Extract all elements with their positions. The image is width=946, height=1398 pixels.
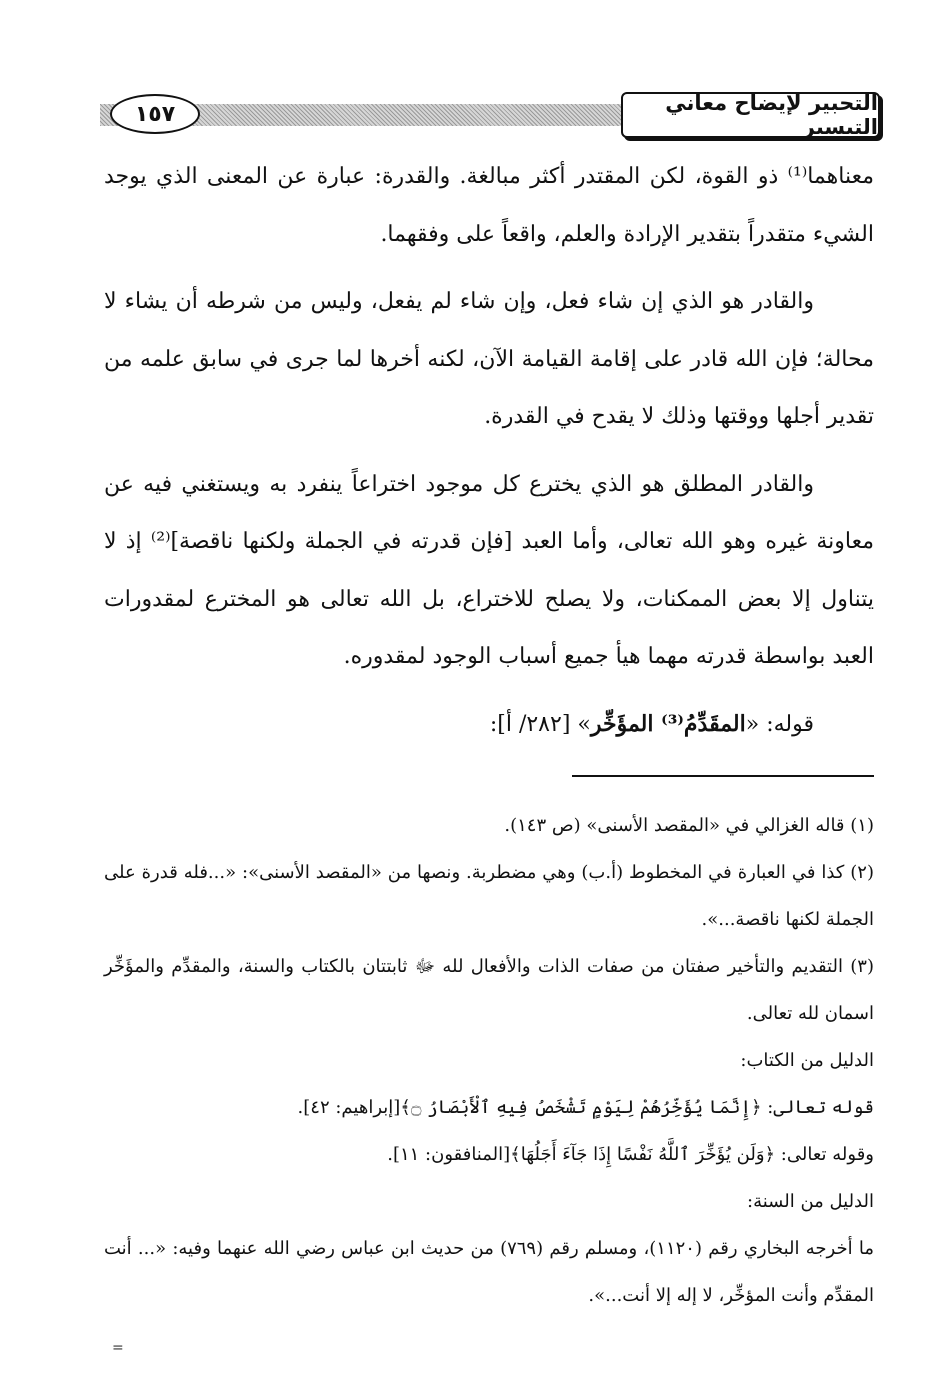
footnote-1: (١) قاله الغزالي في «المقصد الأسنى» (ص ١٤٣). <box>504 815 874 836</box>
footnote-3: (٣) التقديم والتأخير صفتان من صفات الذات والأفعال لله ﷻ ثابتتان بالكتاب والسنة، والمقدِّم والمؤَخِّر اسمان لله تعالى. <box>104 956 874 1024</box>
paragraph-4-bold: المقَدِّمُ⁽³⁾ المؤَخِّر <box>590 710 746 737</box>
paragraph-4-prefix: قوله: « <box>745 711 814 737</box>
footnote-3-verse-2: وقوله تعالى: ﴿وَلَن يُؤَخِّرَ ٱللَّهُ نَفْسًا إِذَا جَآءَ أَجَلُهَا﴾[المنافقون: ١١]. <box>387 1144 874 1165</box>
footnote-divider <box>572 775 874 777</box>
paragraph-4-suffix: » [٢٨٢/ أ]: <box>489 711 591 737</box>
running-title: التحبير لإيضاح معاني التيسير <box>621 92 880 138</box>
footnote-2: (٢) كذا في العبارة في المخطوط (أ.ب) وهي مضطربة. ونصها من «المقصد الأسنى»: «...فله قدرة على الجملة لكنها ناقصة...». <box>104 862 874 930</box>
footnote-3-heading-book: الدليل من الكتاب: <box>740 1050 874 1071</box>
page-number: ١٥٧ <box>110 94 200 134</box>
paragraph-3: والقادر المطلق هو الذي يخترع كل موجود اختراعاً ينفرد به ويستغني فيه عن معاونة غيره وهو الله تعالى، وأما العبد [فإن قدرته في الجملة ولكنها ناقصة]⁽²⁾ إذ لا يتناول إلا بعض الممكنات، ولا يصلح للاختراع، بل الله تعالى هو المخترع لمقدورات العبد بواسطة قدرته مهما هيأ جميع أسباب الوجود لمقدوره. <box>104 471 874 669</box>
margin-mark: = <box>112 1340 124 1356</box>
paragraph-4 <box>104 696 874 754</box>
paragraph-1: معناهما⁽¹⁾ ذو القوة، لكن المقتدر أكثر مبالغة. والقدرة: عبارة عن المعنى الذي يوجد الشيء متقدراً بتقدير الإرادة والعلم، واقعاً على وفقهما. <box>104 164 874 247</box>
page-header <box>100 92 880 144</box>
footnotes <box>104 802 874 1319</box>
footnote-3-heading-sunnah: الدليل من السنة: <box>747 1191 874 1212</box>
main-text <box>104 148 874 763</box>
footnote-3-hadith: ما أخرجه البخاري رقم (١١٢٠)، ومسلم رقم (٧٦٩) من حديث ابن عباس رضي الله عنهما وفيه: «... أنت المقدِّم وأنت المؤخِّر، لا إله إلا أنت...». <box>104 1238 874 1306</box>
footnote-3-verse-1: قوله تعالى: ﴿إِنَّمَا يُؤَخِّرُهُمْ لِيَوْمٍ تَشْخَصُ فِيهِ ٱلْأَبْصَارُ ۝﴾[إبراهيم: ٤٢]. <box>297 1097 874 1118</box>
paragraph-2: والقادر هو الذي إن شاء فعل، وإن شاء لم يفعل، وليس من شرطه أن يشاء لا محالة؛ فإن الله قادر على إقامة القيامة الآن، لكنه أخرها لما جرى في سابق علمه من تقدير أجلها ووقتها وذلك لا يقدح في القدرة. <box>104 289 874 429</box>
